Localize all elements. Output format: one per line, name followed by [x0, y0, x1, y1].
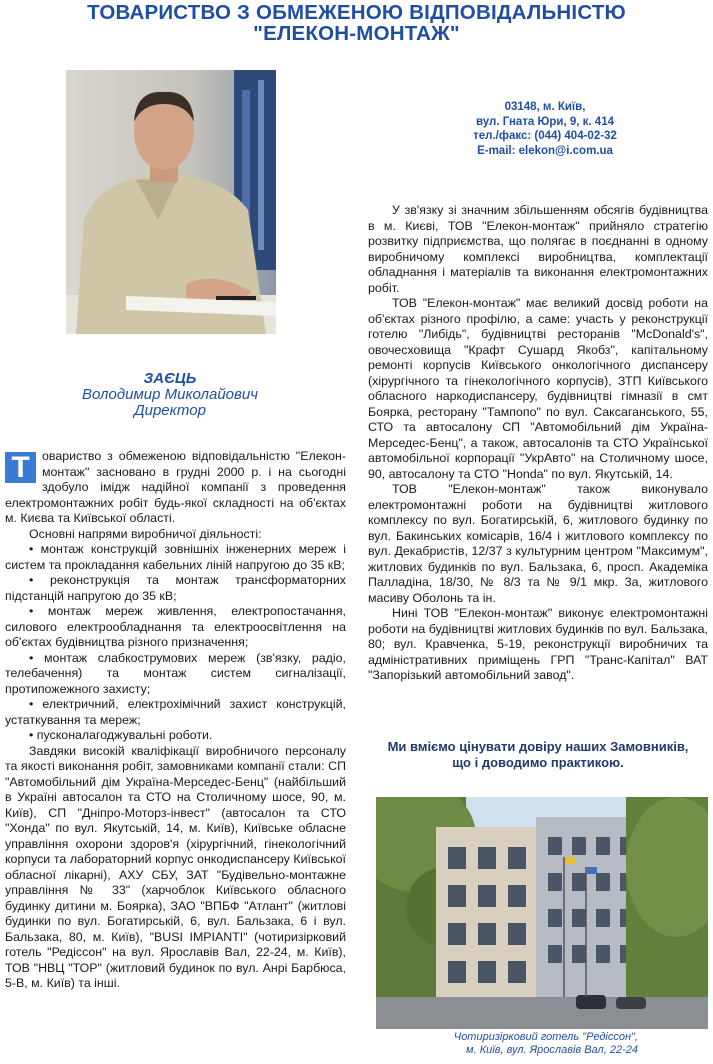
strategy-paragraph: У зв'язку зі значним збільшенням обсягів будівництва в м. Києві, ТОВ "Елекон-монтаж" прийняло стратегію розвитку підприємства, що полягає в поєднанні в одному виробничому комплексі виробництва, комплектації обладнання і матеріалів та виконання електромонтажних робіт.	[368, 203, 708, 295]
director-portrait-image	[66, 70, 276, 334]
contact-block	[445, 100, 645, 158]
contact-street: вул. Гната Юри, 9, к. 414	[476, 115, 614, 128]
slogan-line-2: що і доводимо практикою.	[452, 755, 624, 770]
title-line-2: "ЕЛЕКОН-МОНТАЖ"	[253, 22, 460, 45]
hotel-photo	[376, 797, 708, 1029]
left-column	[5, 449, 346, 1049]
title-line-1: ТОВАРИСТВО З ОБМЕЖЕНОЮ ВІДПОВІДАЛЬНІСТЮ	[87, 1, 626, 24]
experience-paragraph: ТОВ "Елекон-монтаж" має великий досвід роботи на об'єктах різного профілю, а саме: участь у реконструкції готелю "Либідь", будівництві ресторанів "McDonald's", овочесховища "Крафт Сушард Якобз", капітальному ремонті корпусів Київського онкологічного диспансеру (хірургічного та гінекологічного корпусів), ЗТП Київського обласного наркодиспансеру, будівництві гімназії в смт Боярка, ресторану "Тампопо" по вул. Саксаганського, 55, СТО та автосалону СП "Автомобільний дім Україна-Мерседес-Бенц", а також, автосалонів та СТО Української автомобільної корпорації "УкрАвто" на Столичному шосе, 90, автосалону та СТО "Honda" по вул. Якутській, 14.	[368, 296, 708, 481]
right-column	[368, 203, 708, 728]
directions-heading: Основні напрями виробничої діяльності:	[29, 526, 262, 541]
person-name: Володимир Миколайович	[82, 386, 258, 403]
current-work-paragraph: Нині ТОВ "Елекон-монтаж" виконує електромонтажні роботи на будівництві житлових будинків по вул. Бальзака, 80; вул. Кравченка, 5-19, реконструкції виробничих та адміністративних приміщень ГРП "Транс-Капітал" ВАТ "Запорізький автомобільний завод".	[368, 606, 708, 682]
contact-phone: тел./факс: (044) 404-02-32	[473, 130, 617, 142]
contact-city: 03148, м. Київ,	[504, 101, 586, 113]
direction-item-3: • монтаж мереж живлення, електропостачання, силового електрообладнання та електроосвітлення на об'єктах будівництва різного призначення;	[5, 604, 346, 649]
residential-paragraph: ТОВ "Елекон-монтаж" також виконувало електромонтажні роботи на будівництві житлового комплексу по вул. Богатирській, 6, житлового будинку по вул. Бакинських комісарів, 16/4 і житлового комплексу по вул. Декабристів, 12/37 з культурним центром "Максимум", житлових будинків по вул. Бальзака, 6, просп. Академіка Палладіна, 18/30, № 8/3 та № 9/1 мкр. 3а, житлового масиву Оболонь та ін.	[368, 482, 708, 605]
person-surname: ЗАЄЦЬ	[143, 370, 197, 387]
direction-item-1: • монтаж конструкцій зовнішніх інженерних мереж і систем та прокладання кабельних ліній напругою до 35 кВ;	[5, 542, 346, 572]
slogan-line-1: Ми вміємо цінувати довіру наших Замовників,	[387, 739, 689, 754]
photo-caption	[376, 1031, 638, 1057]
direction-item-2: • реконструкція та монтаж трансформаторних підстанцій напругою до 35 кВ;	[5, 573, 346, 603]
contact-email: E-mail: elekon@i.com.ua	[477, 144, 613, 157]
person-block	[60, 371, 280, 419]
caption-line-2: м. Київ, вул. Ярославів Вал, 22-24	[466, 1044, 638, 1056]
hotel-building-image	[376, 797, 708, 1029]
slogan	[368, 739, 708, 771]
dropcap-letter: Т	[5, 452, 36, 483]
clients-paragraph: Завдяки високій кваліфікації виробничого персоналу та якості виконання робіт, замовниками компанії стали: СП "Автомобільний дім Україна-Мерседес-Бенц" (найбільший в Україні автосалон та СТО на Столичному шосе, 90, м. Київ), СП "Дніпро-Моторз-інвест" (автосалон та СТО "Хонда" по вул. Якутській, 14, м. Київ), Київське обласне управління охорони здоров'я (хірургічний, гінекологічний корпуси та лабораторний корпус онкодиспансеру Київської обласної лікарні), АХУ СБУ, ЗАТ "Будівельно-монтажне управління № 33" (харчоблок Київського обласного будинку дитини м. Боярка), ЗАО "ВПБФ "Атлант" (житлові будинки по вул. Богатирській, 6, вул. Бальзака, 6 і вул. Бальзака, 80, м. Київ), "BUSI IMPIANTI" (чотиризірковий готель "Редіссон" на вул. Ярославів Вал, 22-24, м. Київ), ТОВ "НВЦ "ТОР" (житловий будинок по вул. Анрі Барбюса, 5-В, м. Київ) та інші.	[5, 743, 346, 990]
intro-text: овариство з обмеженою відповідальністю "Елекон-монтаж" засновано в грудні 2000 р. і на сьогодні здобуло імідж надійної компанії з проведення електромонтажних робіт будь-якої складності на об'єктах м. Києва та Київської області.	[5, 449, 346, 525]
director-photo	[66, 70, 276, 334]
person-position: Директор	[134, 402, 206, 419]
intro-paragraph	[5, 449, 346, 527]
caption-line-1: Чотиризірковий готель "Редіссон",	[453, 1031, 638, 1043]
page-title	[0, 2, 713, 44]
direction-item-5: • електричний, електрохімічний захист конструкцій, устаткування та мереж;	[5, 697, 346, 727]
direction-item-4: • монтаж слабкострумових мереж (зв'язку, радіо, телебачення) та монтаж систем сигналізації, протипожежного захисту;	[5, 650, 346, 696]
direction-item-6: • пусконалагоджувальні роботи.	[29, 728, 213, 742]
